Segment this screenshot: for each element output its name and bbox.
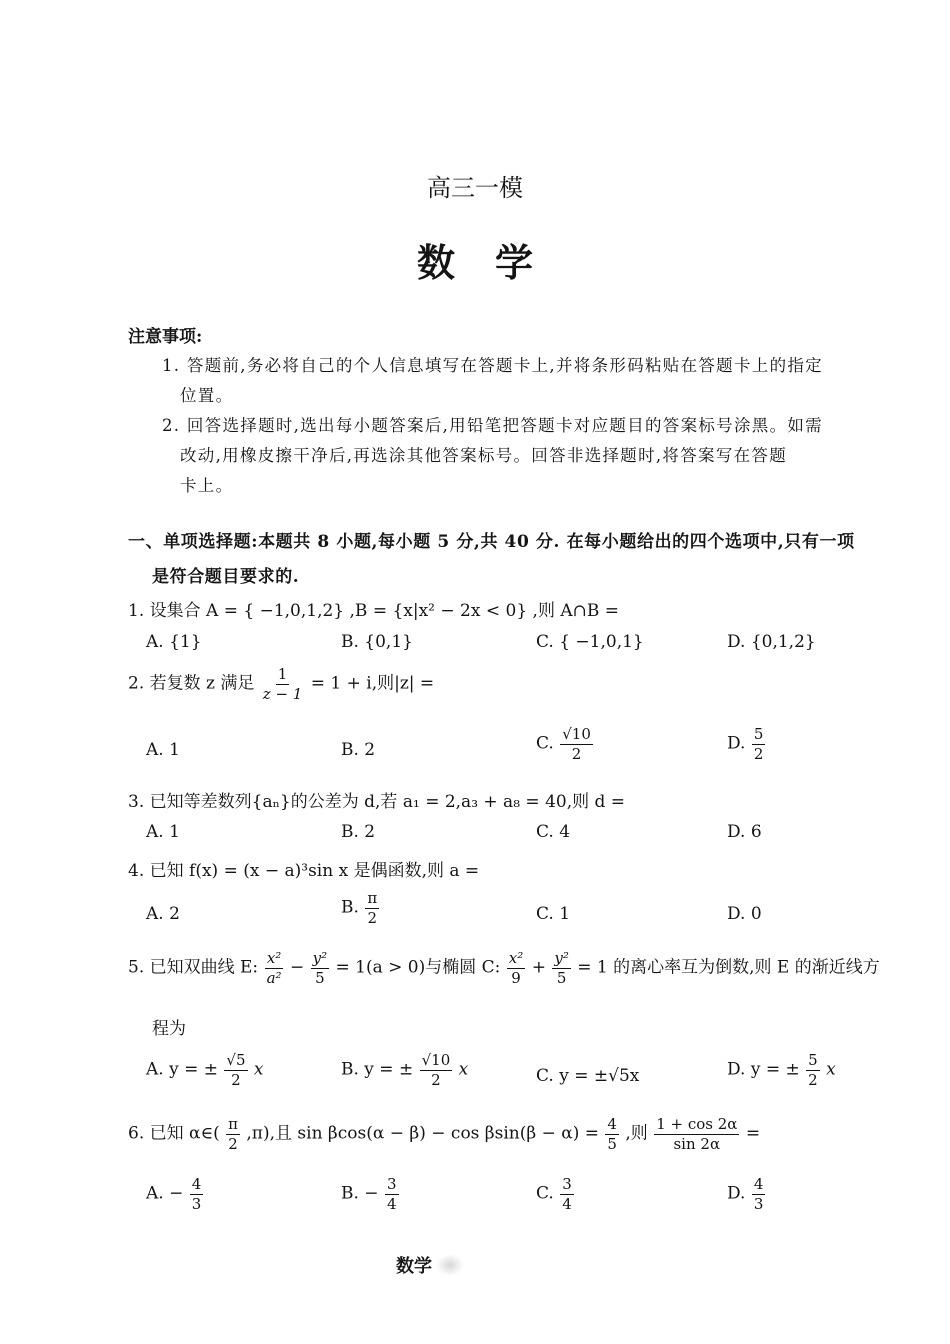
question-6-option-a (146, 1176, 204, 1212)
question-5-text-1: 5. 已知双曲线 E: (128, 957, 259, 978)
question-2-option-c-numerator: √10 (562, 725, 591, 743)
notice-heading: 注意事项: (128, 327, 203, 347)
question-5-option-a-numerator: √5 (226, 1051, 246, 1069)
question-6-option-d-fraction (752, 1176, 766, 1212)
page-footer-subject: 数学 (396, 1256, 432, 1277)
exam-subtitle: 高三一模 (427, 174, 523, 202)
question-5-fraction-3 (507, 950, 525, 986)
notice-item-1-line-2: 位置。 (180, 386, 234, 405)
question-6-option-d-denominator: 3 (753, 1194, 764, 1213)
question-6-option-d-label: D. (727, 1183, 746, 1204)
question-5-option-d (727, 1052, 836, 1088)
question-3-option-b: B. 2 (341, 822, 376, 842)
question-5-option-b-prefix: B. y = ± (341, 1059, 414, 1080)
question-5-text-4: + (531, 957, 546, 978)
question-2-option-c (536, 726, 594, 762)
question-6-option-a-label: A. − (146, 1183, 184, 1204)
question-6-fraction-2-numerator: 4 (607, 1115, 617, 1133)
question-5-fraction-2-denominator: 5 (315, 968, 325, 987)
question-6-option-a-fraction (190, 1176, 204, 1212)
question-6-fraction-2 (605, 1116, 619, 1152)
question-6-option-d (727, 1176, 766, 1212)
question-6-option-c-fraction (560, 1176, 574, 1212)
question-5-fraction-1-numerator: x² (266, 949, 282, 967)
question-2-option-d (727, 726, 766, 762)
question-6-text-1: 6. 已知 α∈( (128, 1123, 220, 1144)
question-5-fraction-2 (311, 950, 330, 986)
question-4-option-d: D. 0 (727, 904, 762, 924)
question-5-option-d-numerator: 5 (808, 1051, 818, 1069)
question-4-stem: 4. 已知 f(x) = (x − a)³sin x 是偶函数,则 a = (128, 861, 480, 881)
question-5-text-2: − (289, 957, 305, 978)
section-1-instruction-line-2: 是符合题目要求的. (152, 567, 300, 587)
question-5-option-d-denominator: 2 (808, 1070, 818, 1089)
question-6-fraction-3-numerator: 1 + cos 2α (656, 1115, 738, 1133)
question-5-option-d-prefix: D. y = ± (727, 1059, 800, 1080)
question-5-option-d-fraction (806, 1052, 820, 1088)
question-6-option-a-denominator: 3 (191, 1194, 202, 1213)
question-6-option-c-numerator: 3 (562, 1175, 572, 1193)
question-2-stem-prefix: 2. 若复数 z 满足 (128, 673, 255, 694)
question-5-fraction-4-denominator: 5 (556, 968, 567, 987)
question-4-option-b-numerator: π (367, 889, 378, 907)
question-5-option-c: C. y = ±√5x (536, 1066, 640, 1086)
question-4-option-b-label: B. (341, 897, 359, 918)
question-1-option-c: C. { −1,0,1} (536, 632, 644, 652)
question-5-stem-line-2: 程为 (152, 1019, 186, 1039)
question-6-fraction-1 (226, 1116, 240, 1152)
question-6-fraction-3-denominator: sin 2α (673, 1134, 721, 1153)
question-1-option-a: A. {1} (146, 632, 202, 652)
question-1-option-d: D. {0,1,2} (727, 632, 816, 652)
question-6-option-d-numerator: 4 (753, 1175, 764, 1193)
question-5-stem (128, 950, 880, 986)
question-2-fraction-denominator: z − 1 (262, 684, 303, 703)
question-6-option-c-label: C. (536, 1183, 554, 1204)
exam-title: 数学 (416, 240, 573, 285)
question-6-text-2: ,π),且 sin βcos(α − β) − cos βsin(β − α) = (246, 1123, 600, 1144)
question-6-option-c-denominator: 4 (562, 1194, 572, 1213)
footer-smudge (436, 1254, 464, 1276)
question-5-fraction-3-numerator: x² (508, 949, 524, 967)
question-5-option-a-prefix: A. y = ± (146, 1059, 218, 1080)
question-5-option-b-suffix: x (458, 1059, 469, 1080)
question-1-stem: 1. 设集合 A = { −1,0,1,2} ,B = {x|x² − 2x < 0} ,则 A∩B = (128, 601, 620, 621)
question-1-option-b: B. {0,1} (341, 632, 413, 652)
question-4-option-a: A. 2 (146, 904, 180, 924)
question-3-option-a: A. 1 (146, 822, 180, 842)
question-3-option-d: D. 6 (727, 822, 762, 842)
question-3-stem: 3. 已知等差数列{aₙ}的公差为 d,若 a₁ = 2,a₃ + a₈ = 40,则 d = (128, 792, 626, 812)
question-5-fraction-4-numerator: y² (554, 949, 569, 967)
question-6-fraction-3 (654, 1116, 739, 1152)
question-4-option-b-denominator: 2 (367, 908, 378, 927)
question-5-option-a-fraction (224, 1052, 247, 1088)
question-4-option-c: C. 1 (536, 904, 571, 924)
question-2-option-a: A. 1 (146, 740, 180, 760)
question-5-option-a-suffix: x (253, 1059, 264, 1080)
question-5-text-5: = 1 的离心率互为倒数,则 E 的渐近线方 (577, 957, 880, 978)
question-5-option-b (341, 1052, 468, 1088)
question-6-option-b-denominator: 4 (386, 1194, 397, 1213)
question-6-text-3: ,则 (625, 1123, 648, 1144)
notice-item-2-line-2: 改动,用橡皮擦干净后,再选涂其他答案标号。回答非选择题时,将答案写在答题 (180, 446, 788, 465)
question-2-option-d-denominator: 2 (753, 744, 764, 763)
question-5-option-b-denominator: 2 (431, 1070, 441, 1089)
question-5-text-3: = 1(a > 0)与椭圆 C: (335, 957, 501, 978)
question-6-option-b-label: B. − (341, 1183, 379, 1204)
question-5-option-b-numerator: √10 (421, 1051, 451, 1069)
question-6-text-4: = (745, 1123, 761, 1144)
question-6-option-a-numerator: 4 (191, 1175, 202, 1193)
question-2-option-d-fraction (752, 726, 766, 762)
question-2-option-d-label: D. (727, 733, 746, 754)
question-6-option-b (341, 1176, 400, 1212)
question-2-stem-suffix: = 1 + i,则|z| = (310, 673, 435, 694)
question-5-fraction-4 (552, 950, 571, 986)
question-2-option-b: B. 2 (341, 740, 376, 760)
question-5-option-a-denominator: 2 (231, 1070, 241, 1089)
question-3-option-c: C. 4 (536, 822, 571, 842)
question-5-fraction-1 (265, 950, 284, 986)
question-2-option-d-numerator: 5 (753, 725, 764, 743)
question-6-fraction-1-denominator: 2 (228, 1134, 238, 1153)
notice-item-2-line-1: 2. 回答选择题时,选出每小题答案后,用铅笔把答题卡对应题目的答案标号涂黑。如需 (162, 416, 823, 435)
notice-item-2-line-3: 卡上。 (180, 476, 234, 495)
question-5-option-d-suffix: x (826, 1059, 836, 1080)
question-2-option-c-fraction (560, 726, 593, 762)
question-5-option-a (146, 1052, 264, 1088)
question-2-fraction (261, 666, 305, 702)
question-6-fraction-2-denominator: 5 (607, 1134, 617, 1153)
question-5-option-b-fraction (420, 1052, 453, 1088)
question-6-stem (128, 1116, 760, 1152)
question-5-fraction-1-denominator: a² (266, 968, 282, 987)
question-5-fraction-2-numerator: y² (312, 949, 328, 967)
notice-item-1-line-1: 1. 答题前,务必将自己的个人信息填写在答题卡上,并将条形码粘贴在答题卡上的指定 (162, 356, 823, 375)
question-5-fraction-3-denominator: 9 (511, 968, 521, 987)
question-2-fraction-numerator: 1 (277, 665, 288, 683)
question-6-fraction-1-numerator: π (228, 1115, 238, 1133)
question-2-option-c-label: C. (536, 733, 554, 754)
question-6-option-b-fraction (385, 1176, 399, 1212)
question-4-option-b-fraction (365, 890, 379, 926)
section-1-instruction-line-1: 一、单项选择题:本题共 8 小题,每小题 5 分,共 40 分. 在每小题给出的四个选项中,只有一项 (128, 532, 855, 552)
question-2-stem (128, 666, 434, 702)
question-6-option-c (536, 1176, 575, 1212)
question-4-option-b (341, 890, 380, 926)
question-2-option-c-denominator: 2 (571, 744, 582, 763)
question-6-option-b-numerator: 3 (386, 1175, 397, 1193)
